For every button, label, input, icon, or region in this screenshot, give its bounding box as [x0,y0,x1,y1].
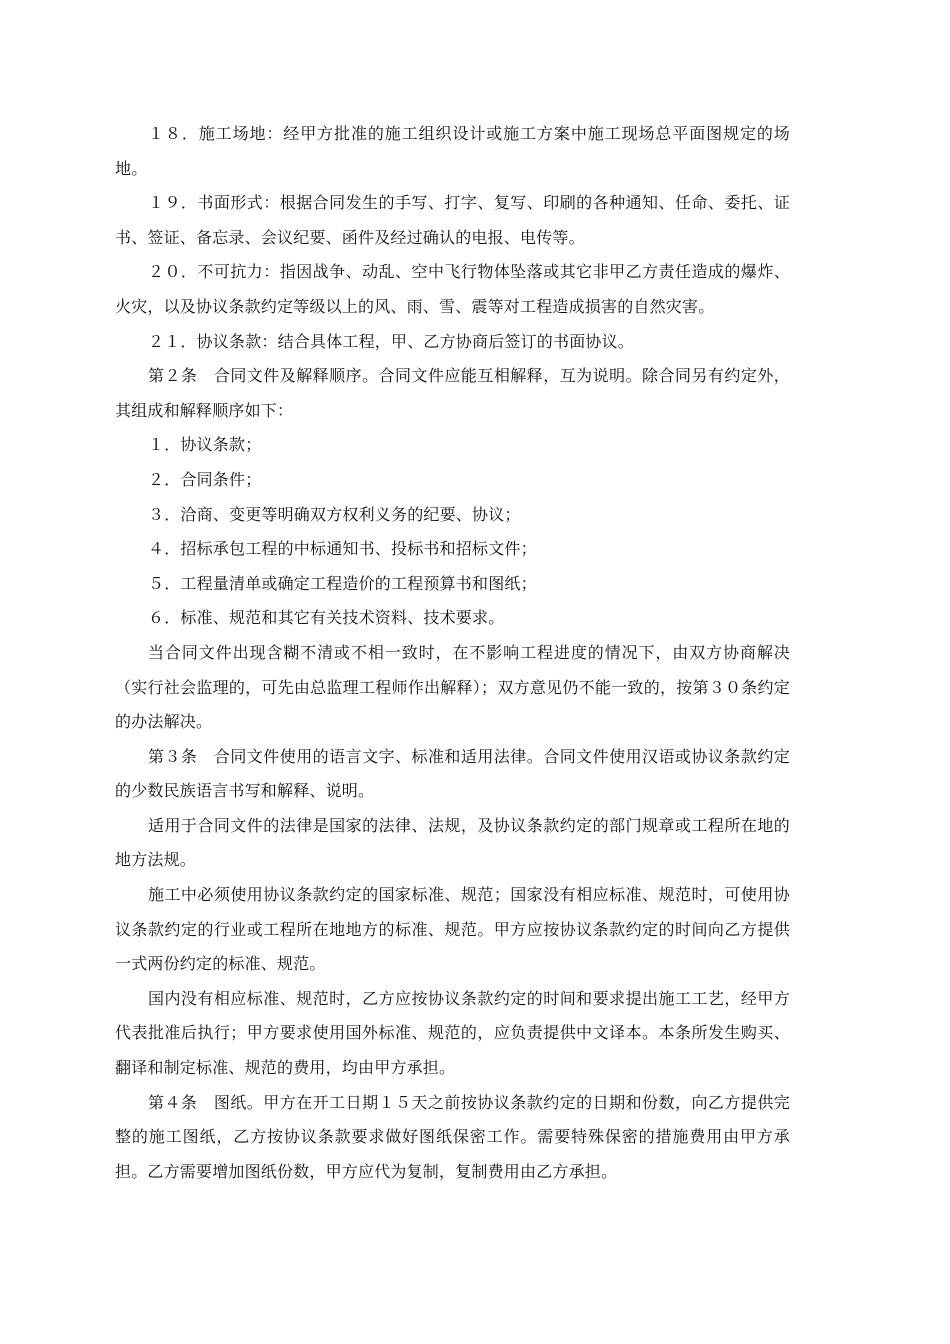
paragraph-clause-19: １９．书面形式：根据合同发生的手写、打字、复写、印刷的各种通知、任命、委托、证书、签证、备忘录、会议纪要、函件及经过确认的电报、电传等。 [115,193,790,247]
list-item-5: ５．工程量清单或确定工程造价的工程预算书和图纸； [148,573,537,593]
paragraph-article-4: 第４条 图纸。甲方在开工日期１５天之前按协议条款约定的日期和份数，向乙方提供完整的施工图纸，乙方按协议条款要求做好图纸保密工作。需要特殊保密的措施费用由甲方承担。乙方需要增加图纸份数，甲方应代为复制，复制费用由乙方承担。 [115,1092,790,1181]
paragraph-foreign-standards: 国内没有相应标准、规范时，乙方应按协议条款约定的时间和要求提出施工工艺，经甲方代表批准后执行；甲方要求使用国外标准、规范的，应负责提供中文译本。本条所发生购买、翻译和制定标准、规范的费用，均由甲方承担。 [115,988,790,1078]
paragraph-clause-20: ２０．不可抗力：指因战争、动乱、空中飞行物体坠落或其它非甲乙方责任造成的爆炸、火灾，以及协议条款约定等级以上的风、雨、雪、震等对工程造成损害的自然灾害。 [115,262,790,316]
paragraph-applicable-law: 适用于合同文件的法律是国家的法律、法规，及协议条款约定的部门规章或工程所在地的地方法规。 [115,815,790,870]
list-item-2: ２．合同条件； [148,469,262,489]
paragraph-article-2: 第２条 合同文件及解释顺序。合同文件应能互相解释，互为说明。除合同另有约定外，其组成和解释顺序如下： [115,366,790,420]
paragraph-clause-18: １８．施工场地：经甲方批准的施工组织设计或施工方案中施工现场总平面图规定的场地。 [115,124,790,178]
list-item-6: ６．标准、规范和其它有关技术资料、技术要求。 [148,608,505,628]
paragraph-clause-21: ２１．协议条款：结合具体工程，甲、乙方协商后签订的书面协议。 [148,331,635,351]
list-item-3: ３．洽商、变更等明确双方权利义务的纪要、协议； [148,504,521,524]
list-item-1: １．协议条款； [148,435,262,455]
paragraph-article-3: 第３条 合同文件使用的语言文字、标准和适用法律。合同文件使用汉语或协议条款约定的少数民族语言书写和解释、说明。 [115,746,790,801]
paragraph-conflict-resolution: 当合同文件出现含糊不清或不相一致时，在不影响工程进度的情况下，由双方协商解决（实行社会监理的，可先由总监理工程师作出解释）；双方意见仍不能一致的，按第３０条约定的办法解决。 [115,642,790,732]
paragraph-standards: 施工中必须使用协议条款约定的国家标准、规范；国家没有相应标准、规范时，可使用协议条款约定的行业或工程所在地地方的标准、规范。甲方应按协议条款约定的时间向乙方提供一式两份约定的标准、规范。 [115,885,790,974]
document-page [115,117,790,1189]
list-item-4: ４．招标承包工程的中标通知书、投标书和招标文件； [148,539,537,559]
